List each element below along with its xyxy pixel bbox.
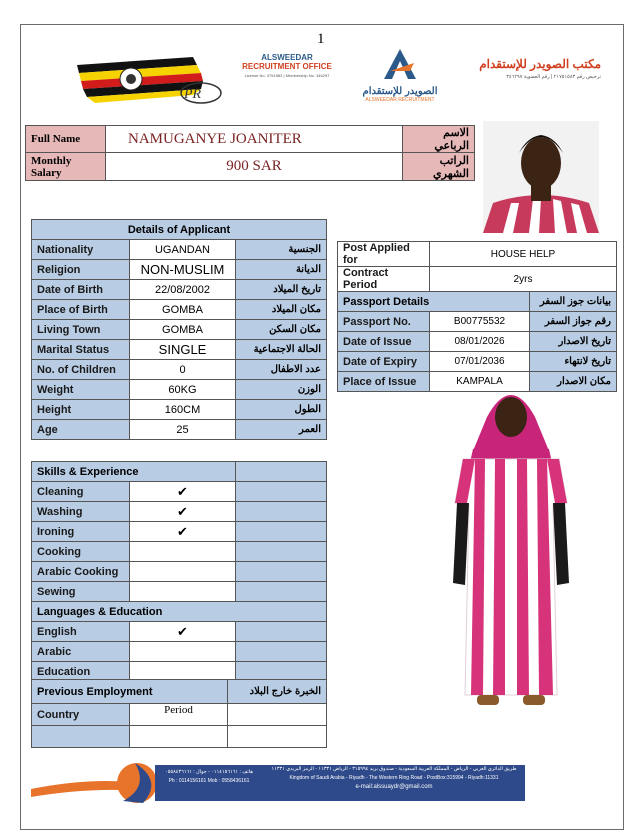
detail-ar: العمر: [236, 420, 327, 440]
check-mark-icon: ✔: [130, 522, 236, 542]
passport-label: Date of Expiry: [338, 352, 430, 372]
a-letter-icon: [380, 47, 420, 81]
languages-title: Languages & Education: [32, 602, 327, 622]
center-logo-en: ALSWEEDAR RECRUITMENT: [365, 97, 435, 103]
skill-label: Ironing: [32, 522, 130, 542]
skill-row: [32, 482, 327, 502]
passport-label: Date of Issue: [338, 332, 430, 352]
skill-label: Arabic Cooking: [32, 562, 130, 582]
detail-row-nationality: [32, 240, 327, 260]
passport-label: Place of Issue: [338, 372, 430, 392]
full-name-value: NAMUGANYE JOANITER: [106, 126, 403, 153]
language-label: Education: [32, 662, 130, 682]
passport-title-ar: بيانات جوز السفر: [530, 292, 617, 312]
detail-row-marital: [32, 340, 327, 360]
detail-value: GOMBA: [130, 320, 236, 340]
pr-mark: PR: [184, 87, 202, 102]
detail-value: 0: [130, 360, 236, 380]
details-table: [31, 219, 327, 440]
skills-table: [31, 461, 327, 682]
period-label: Period: [130, 704, 228, 726]
post-passport-table: [337, 241, 617, 392]
check-mark-icon: [130, 542, 236, 562]
employment-blank: [228, 726, 327, 748]
language-label: English: [32, 622, 130, 642]
skills-title: Skills & Experience: [32, 462, 236, 482]
check-mark-icon: ✔: [130, 482, 236, 502]
detail-label: Weight: [32, 380, 130, 400]
footer-line2: Kingdom of Saudi Arabia - Riyadh - The Western Ring Road - PostBox:315994 - Riyadh:11331: [289, 775, 499, 781]
passport-value: 07/01/2036: [430, 352, 530, 372]
detail-ar: الديانة: [236, 260, 327, 280]
passport-row: [338, 332, 617, 352]
detail-value: 60KG: [130, 380, 236, 400]
headshot-photo: [483, 121, 599, 233]
detail-label: No. of Children: [32, 360, 130, 380]
detail-label: Marital Status: [32, 340, 130, 360]
check-mark-icon: ✔: [130, 502, 236, 522]
contract-value: 2yrs: [430, 267, 617, 292]
passport-value: B00775532: [430, 312, 530, 332]
employment-blank: [32, 726, 130, 748]
detail-row-children: [32, 360, 327, 380]
footer-banner: [31, 761, 525, 805]
skill-blank: [236, 542, 327, 562]
footer-phone-ar: هاتف : ٠١١٤١٥٦١٦١ - جوال : ٠٥٥٨٤٣٦١٦١: [165, 769, 253, 775]
page-number: 1: [317, 31, 325, 47]
passport-value: KAMPALA: [430, 372, 530, 392]
alsweedar-license: License No. 3751583 | Membership No. 346297: [244, 73, 330, 78]
footer-phones: [159, 769, 259, 784]
salary-value: 900 SAR: [106, 153, 403, 181]
passport-label: Passport No.: [338, 312, 430, 332]
right-logo: [459, 57, 601, 80]
passport-ar: مكان الاصدار: [530, 372, 617, 392]
contract-label: Contract Period: [338, 267, 430, 292]
detail-row-height: [32, 400, 327, 420]
language-row: [32, 622, 327, 642]
passport-value: 08/01/2026: [430, 332, 530, 352]
skill-row: [32, 542, 327, 562]
detail-value: 22/08/2002: [130, 280, 236, 300]
passport-ar: تاريخ لانتهاء: [530, 352, 617, 372]
contract-row: [338, 267, 617, 292]
post-label: Post Applied for: [338, 242, 430, 267]
detail-value: SINGLE: [130, 340, 236, 360]
detail-label: Date of Birth: [32, 280, 130, 300]
footer-address: [267, 766, 521, 790]
passport-header: [338, 292, 617, 312]
center-logo-ar: الصويدر للإستقدام: [362, 86, 438, 97]
detail-ar: تاريخ الميلاد: [236, 280, 327, 300]
detail-ar: مكان الميلاد: [236, 300, 327, 320]
employment-blank: [130, 726, 228, 748]
employment-blank: [228, 704, 327, 726]
alsweedar-sub: RECRUITMENT OFFICE: [242, 62, 332, 71]
detail-row-pob: [32, 300, 327, 320]
detail-row-living-town: [32, 320, 327, 340]
detail-value: GOMBA: [130, 300, 236, 320]
detail-label: Nationality: [32, 240, 130, 260]
skill-label: Cooking: [32, 542, 130, 562]
detail-row-dob: [32, 280, 327, 300]
passport-row: [338, 312, 617, 332]
detail-ar: مكان السكن: [236, 320, 327, 340]
country-label: Country: [32, 704, 130, 726]
detail-ar: الطول: [236, 400, 327, 420]
detail-label: Age: [32, 420, 130, 440]
language-label: Arabic: [32, 642, 130, 662]
detail-ar: الجنسية: [236, 240, 327, 260]
right-logo-sub: ترخيص رقم ٢١٧٥١٥٨٣ | رقم العضوية ٣٤٦٢٩٧: [506, 74, 601, 80]
skill-row: [32, 522, 327, 542]
skill-blank: [236, 502, 327, 522]
detail-row-age: [32, 420, 327, 440]
right-logo-ar: مكتب الصويدر للإستقدام: [479, 57, 601, 71]
detail-value: 25: [130, 420, 236, 440]
detail-ar: الوزن: [236, 380, 327, 400]
cv-page: [20, 24, 624, 830]
name-salary-table: [25, 125, 475, 181]
detail-label: Place of Birth: [32, 300, 130, 320]
full-name-label: Full Name: [26, 126, 106, 153]
alsweedar-a-logo: [357, 47, 443, 103]
full-body-photo: [449, 377, 573, 733]
skill-row: [32, 502, 327, 522]
skill-row: [32, 582, 327, 602]
check-mark-icon: [130, 562, 236, 582]
language-row: [32, 642, 327, 662]
footer-phone-en: Ph : 0114156161 Mob : 0558436161: [168, 778, 250, 784]
alsweedar-title: ALSWEEDAR: [261, 53, 313, 62]
detail-ar: عدد الاطفال: [236, 360, 327, 380]
alsweedar-office-logo: [235, 53, 339, 78]
detail-row-weight: [32, 380, 327, 400]
full-name-ar: الاسم الرباعي: [403, 126, 475, 153]
detail-row-religion: [32, 260, 327, 280]
employment-table: [31, 679, 327, 748]
skill-blank: [236, 522, 327, 542]
detail-label: Living Town: [32, 320, 130, 340]
salary-label: Monthly Salary: [26, 153, 106, 181]
footer-email: e-mail:alssuaydr@gmail.com: [355, 784, 433, 790]
detail-ar: الحالة الاجتماعية: [236, 340, 327, 360]
employment-title-ar: الخبرة خارج البلاد: [228, 680, 327, 704]
skill-label: Sewing: [32, 582, 130, 602]
detail-value: UGANDAN: [130, 240, 236, 260]
passport-title: Passport Details: [338, 292, 530, 312]
skill-blank: [236, 482, 327, 502]
salary-ar: الراتب الشهري: [403, 153, 475, 181]
detail-value: 160CM: [130, 400, 236, 420]
check-mark-icon: ✔: [130, 622, 236, 642]
passport-row: [338, 352, 617, 372]
skill-blank: [236, 582, 327, 602]
details-title: Details of Applicant: [32, 220, 327, 240]
skill-row: [32, 562, 327, 582]
skills-title-blank: [236, 462, 327, 482]
detail-label: Religion: [32, 260, 130, 280]
skill-label: Cleaning: [32, 482, 130, 502]
language-blank: [236, 642, 327, 662]
detail-label: Height: [32, 400, 130, 420]
post-value: HOUSE HELP: [430, 242, 617, 267]
check-mark-icon: [130, 642, 236, 662]
post-row: [338, 242, 617, 267]
skill-label: Washing: [32, 502, 130, 522]
employment-title: Previous Employment: [32, 680, 228, 704]
footer-line1: طريق الدائري الغربي - الرياض - المملكة العربية السعودية - صندوق بريد ٣١٥٩٩٤ - الرياض ١١٣٣١ - الرمز البريدي ١١٣٣١: [271, 766, 517, 772]
detail-value: NON-MUSLIM: [130, 260, 236, 280]
language-blank: [236, 622, 327, 642]
passport-ar: تاريخ الاصدار: [530, 332, 617, 352]
skill-blank: [236, 562, 327, 582]
passport-ar: رقم جواز السفر: [530, 312, 617, 332]
check-mark-icon: [130, 582, 236, 602]
